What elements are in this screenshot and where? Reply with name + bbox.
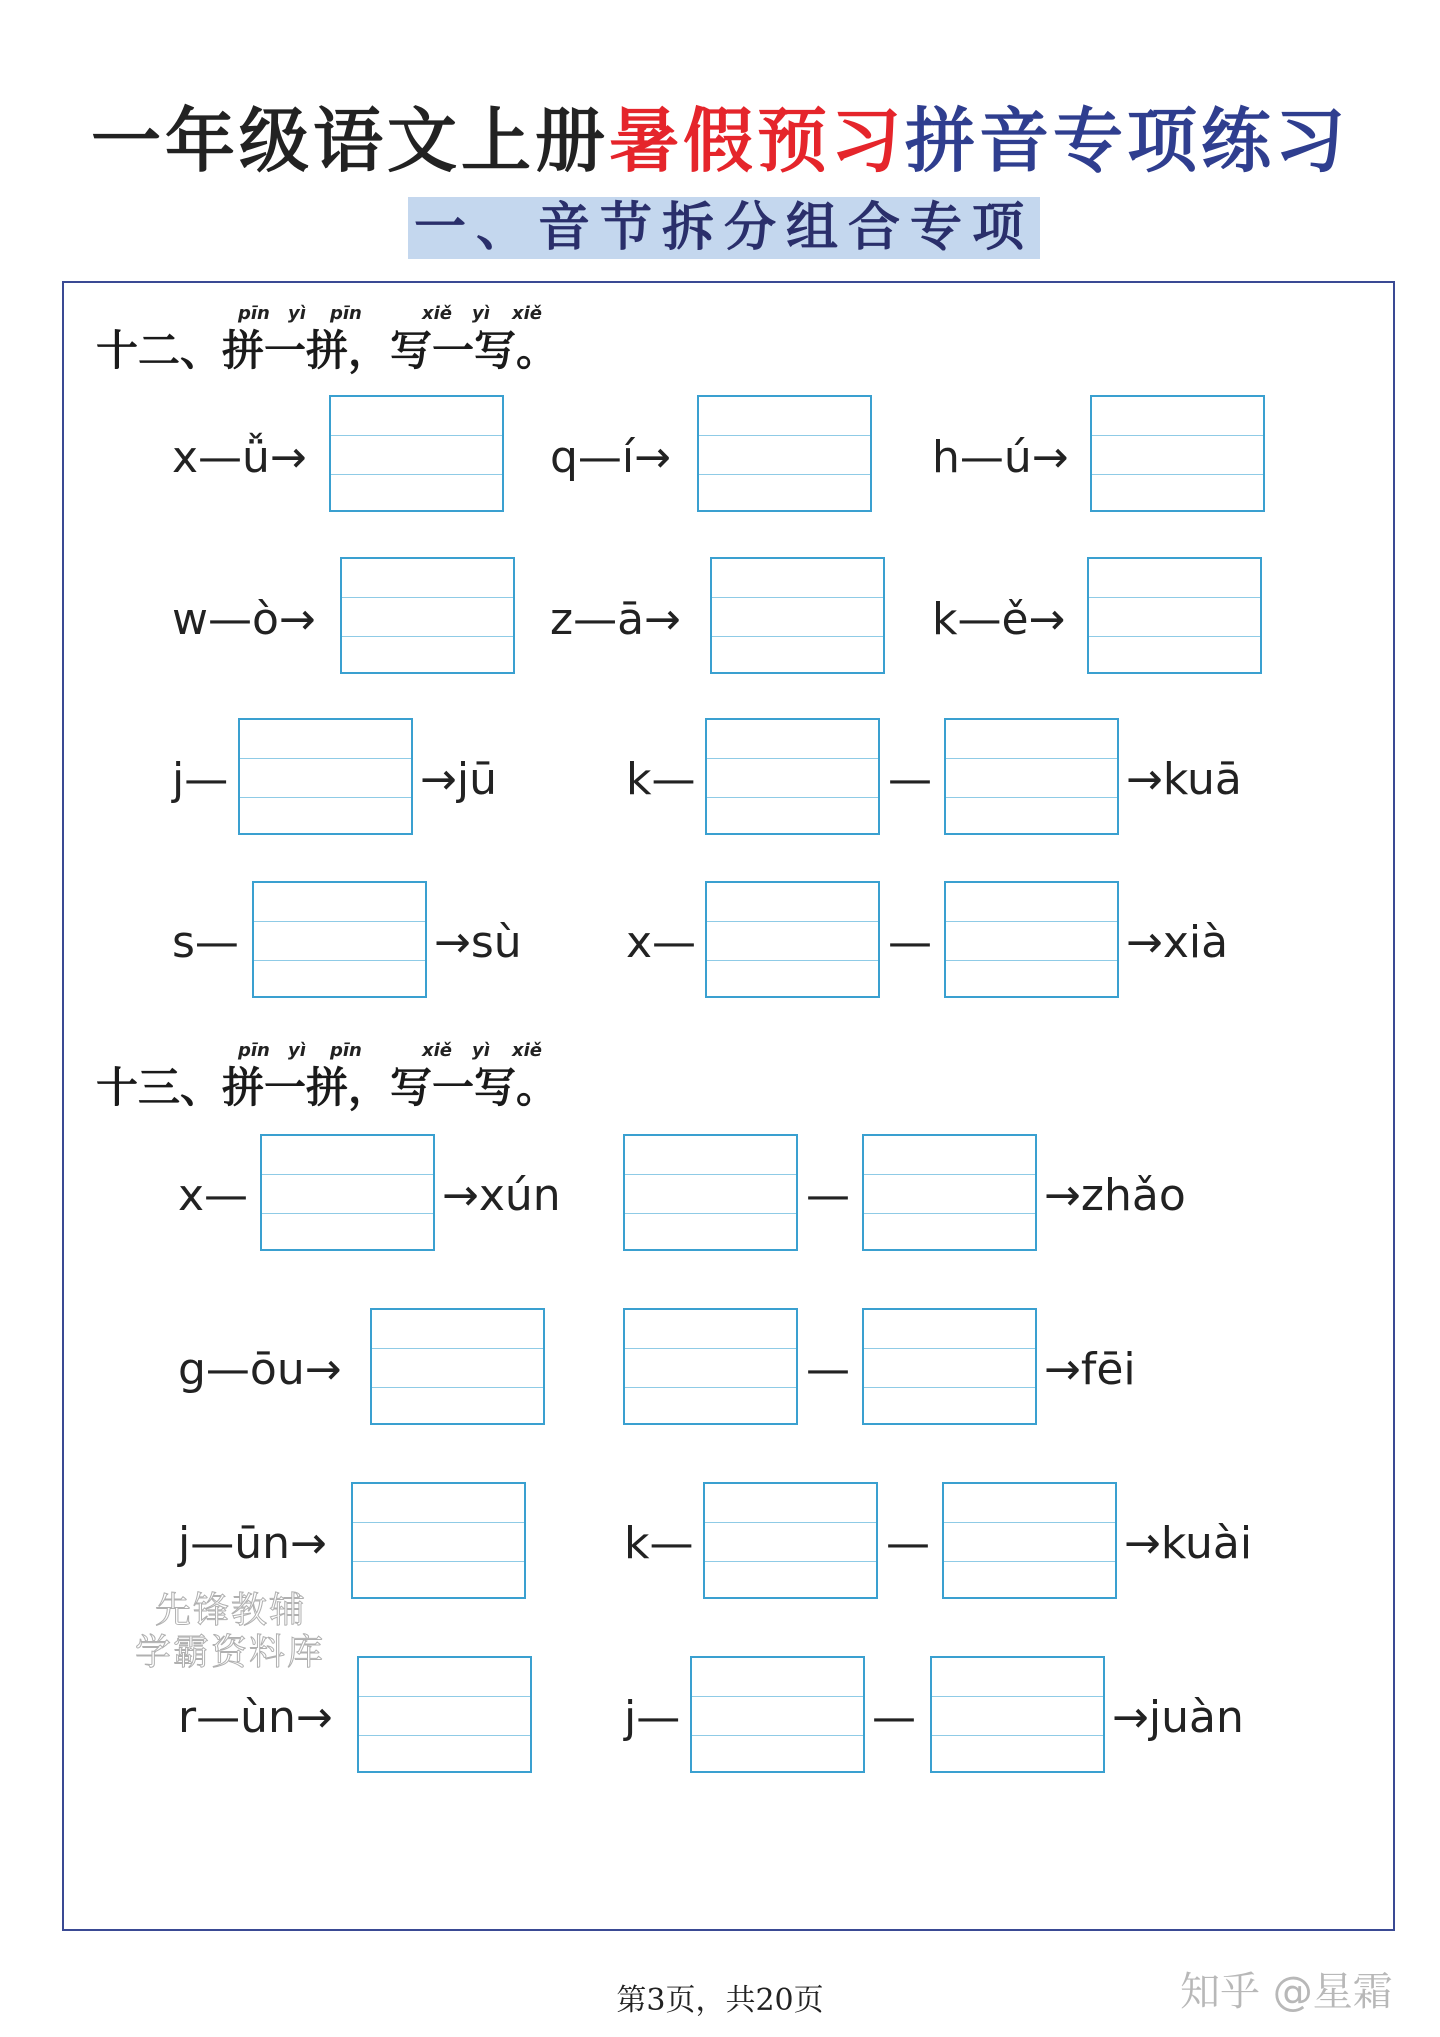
title-part3: 拼音专项练习 (905, 99, 1349, 182)
pinyin-annotation: yì (288, 303, 306, 324)
section-subtitle: 一、音节拆分组合专项 (408, 197, 1040, 259)
writing-box[interactable] (340, 557, 515, 674)
pinyin-annotation: xiě (422, 303, 452, 324)
writing-box[interactable] (370, 1308, 545, 1425)
section-heading: 十三、拼一拼，写一写。 (96, 1063, 559, 1112)
syllable-label: — (806, 1344, 850, 1395)
syllable-label: q—í→ (550, 432, 672, 483)
writing-box[interactable] (260, 1134, 435, 1251)
syllable-label: →xún (442, 1170, 561, 1221)
pinyin-annotation: xiě (512, 303, 542, 324)
writing-box[interactable] (862, 1134, 1037, 1251)
pinyin-annotation: yì (288, 1040, 306, 1061)
writing-box[interactable] (705, 881, 880, 998)
writing-box[interactable] (252, 881, 427, 998)
zhihu-watermark: 知乎 @星霜 (1180, 1969, 1393, 2015)
writing-box[interactable] (623, 1308, 798, 1425)
pinyin-annotation: pīn (330, 303, 362, 324)
syllable-label: →xià (1126, 917, 1229, 968)
syllable-label: x— (178, 1170, 249, 1221)
syllable-label: z—ā→ (550, 594, 681, 645)
syllable-label: — (886, 1518, 930, 1569)
watermark-line1: 先锋教辅 (155, 1590, 308, 1631)
title-part2: 暑假预习 (609, 99, 905, 182)
syllable-label: j— (624, 1692, 681, 1743)
writing-box[interactable] (944, 718, 1119, 835)
pinyin-annotation: pīn (238, 1040, 270, 1061)
pinyin-annotation: xiě (422, 1040, 452, 1061)
writing-box[interactable] (1087, 557, 1262, 674)
syllable-label: — (888, 754, 932, 805)
pinyin-annotation: xiě (512, 1040, 542, 1061)
writing-box[interactable] (1090, 395, 1265, 512)
syllable-label: →kuài (1124, 1518, 1253, 1569)
pinyin-annotation: yì (472, 303, 490, 324)
page-number: 第3页，共20页 (616, 1983, 824, 2018)
writing-box[interactable] (357, 1656, 532, 1773)
watermark-line2: 学霸资料库 (135, 1632, 326, 1673)
syllable-label: j— (172, 754, 229, 805)
writing-box[interactable] (705, 718, 880, 835)
section-heading: 十二、拼一拼，写一写。 (96, 326, 559, 375)
syllable-label: k—ě→ (932, 594, 1066, 645)
pinyin-annotation: pīn (238, 303, 270, 324)
syllable-label: x— (626, 917, 697, 968)
writing-box[interactable] (862, 1308, 1037, 1425)
writing-box[interactable] (351, 1482, 526, 1599)
syllable-label: →jū (420, 754, 497, 805)
writing-box[interactable] (697, 395, 872, 512)
writing-box[interactable] (329, 395, 504, 512)
writing-box[interactable] (942, 1482, 1117, 1599)
syllable-label: h—ú→ (932, 432, 1069, 483)
writing-box[interactable] (623, 1134, 798, 1251)
syllable-label: k— (626, 754, 696, 805)
syllable-label: r—ùn→ (178, 1692, 333, 1743)
watermark (135, 1590, 326, 1674)
syllable-label: →zhǎo (1044, 1170, 1186, 1221)
writing-box[interactable] (710, 557, 885, 674)
syllable-label: →kuā (1126, 754, 1242, 805)
syllable-label: — (888, 917, 932, 968)
syllable-label: s— (172, 917, 239, 968)
syllable-label: w—ò→ (172, 594, 316, 645)
syllable-label: →fēi (1044, 1344, 1136, 1395)
syllable-label: k— (624, 1518, 694, 1569)
syllable-label: g—ōu→ (178, 1344, 342, 1395)
syllable-label: →sù (434, 917, 522, 968)
syllable-label: →juàn (1112, 1692, 1244, 1743)
pinyin-annotation: yì (472, 1040, 490, 1061)
syllable-label: — (806, 1170, 850, 1221)
writing-box[interactable] (703, 1482, 878, 1599)
title-part1: 一年级语文上册 (91, 99, 609, 182)
writing-box[interactable] (238, 718, 413, 835)
syllable-label: j—ūn→ (178, 1518, 327, 1569)
writing-box[interactable] (930, 1656, 1105, 1773)
syllable-label: x—ǚ→ (172, 432, 307, 483)
writing-box[interactable] (690, 1656, 865, 1773)
page-title (0, 96, 1440, 186)
pinyin-annotation: pīn (330, 1040, 362, 1061)
syllable-label: — (872, 1692, 916, 1743)
writing-box[interactable] (944, 881, 1119, 998)
